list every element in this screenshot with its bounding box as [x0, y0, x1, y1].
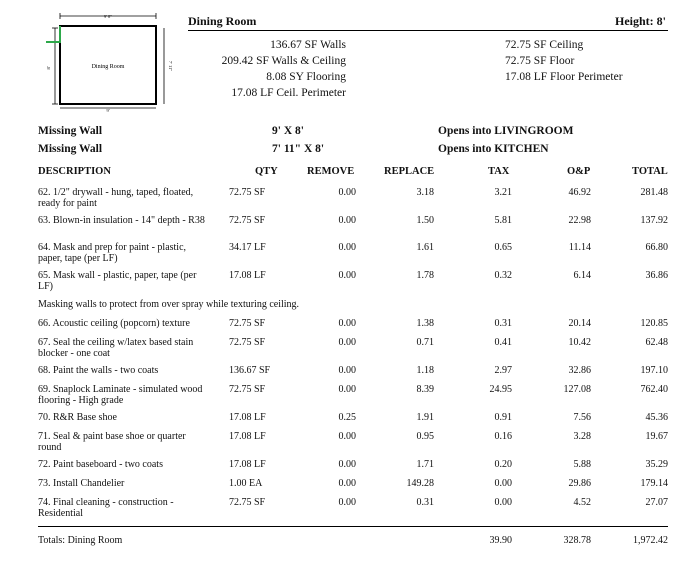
item-op: 32.86 [568, 365, 591, 376]
item-remove: 0.00 [338, 497, 356, 508]
item-replace: 0.31 [416, 497, 434, 508]
totals-rule [38, 526, 668, 527]
item-op: 46.92 [568, 187, 591, 198]
item-total: 19.67 [645, 431, 668, 442]
item-qty: 72.75 SF [229, 384, 266, 395]
item-description: 68. Paint the walls - two coats [38, 365, 159, 376]
item-qty: 72.75 SF [229, 318, 266, 329]
item-op: 127.08 [563, 384, 591, 395]
item-total: 45.36 [645, 412, 668, 423]
item-op: 29.86 [568, 478, 591, 489]
item-op: 7.56 [573, 412, 591, 423]
item-replace: 3.18 [416, 187, 434, 198]
item-remove: 0.00 [338, 215, 356, 226]
item-total: 281.48 [640, 187, 668, 198]
header-op: O&P [567, 166, 591, 177]
item-total: 66.80 [645, 242, 668, 253]
item-qty: 72.75 SF [229, 497, 266, 508]
item-description: 63. Blown-in insulation - 14" depth - R38 [38, 215, 205, 226]
item-description: 72. Paint baseboard - two coats [38, 459, 163, 470]
item-replace: 1.50 [416, 215, 434, 226]
item-qty: 17.08 LF [229, 431, 266, 442]
room-title: Dining Room [188, 14, 257, 28]
totals-label: Totals: Dining Room [38, 535, 123, 546]
item-remove: 0.00 [338, 478, 356, 489]
item-replace: 1.61 [416, 242, 434, 253]
item-qty: 72.75 SF [229, 337, 266, 348]
item-tax: 0.32 [494, 270, 512, 281]
item-tax: 24.95 [489, 384, 512, 395]
floor-plan-sketch [38, 8, 180, 114]
stat-ceil-perimeter: 17.08 LF Ceil. Perimeter [231, 87, 346, 99]
item-tax: 0.00 [494, 478, 512, 489]
floor-plan-side-dim: 7' 11" [168, 60, 173, 72]
item-description: 64. Mask and prep for paint - plastic, paper, tape (per LF) [38, 242, 187, 264]
item-description: 65. Mask wall - plastic, paper, tape (per LF) [38, 270, 197, 292]
item-remove: 0.00 [338, 270, 356, 281]
item-op: 3.28 [573, 431, 591, 442]
item-replace: 0.71 [416, 337, 434, 348]
item-remove: 0.00 [338, 187, 356, 198]
item-total: 35.29 [645, 459, 668, 470]
item-remove: 0.00 [338, 459, 356, 470]
totals-total: 1,972.42 [633, 535, 668, 546]
item-qty: 1.00 EA [229, 478, 263, 489]
item-remove: 0.00 [338, 365, 356, 376]
item-tax: 0.41 [494, 337, 512, 348]
stat-floor: 72.75 SF Floor [505, 55, 575, 67]
item-qty: 17.08 LF [229, 459, 266, 470]
item-description: 71. Seal & paint base shoe or quarter round [38, 431, 186, 453]
item-remove: 0.25 [338, 412, 356, 423]
floor-plan-top-dim: 9' 8" [103, 14, 113, 19]
item-description: 69. Snaplock Laminate - simulated wood flooring - High grade [38, 384, 203, 406]
item-remove: 0.00 [338, 318, 356, 329]
item-replace: 149.28 [406, 478, 434, 489]
item-qty: 17.08 LF [229, 412, 266, 423]
item-replace: 1.18 [416, 365, 434, 376]
item-description: 70. R&R Base shoe [38, 412, 117, 423]
item-remove: 0.00 [338, 431, 356, 442]
item-op: 10.42 [568, 337, 591, 348]
floor-plan-bottom-dim: 9' [106, 108, 110, 113]
item-total: 36.86 [645, 270, 668, 281]
item-tax: 5.81 [494, 215, 512, 226]
stat-walls-ceiling: 209.42 SF Walls & Ceiling [221, 55, 346, 67]
item-tax: 2.97 [494, 365, 512, 376]
stat-floor-perimeter: 17.08 LF Floor Perimeter [505, 71, 623, 83]
item-description: 67. Seal the ceiling w/latex based stain blocker - one coat [38, 337, 194, 359]
item-qty: 72.75 SF [229, 215, 266, 226]
missing-wall-opens: Opens into LIVINGROOM [438, 125, 574, 137]
item-description: 73. Install Chandelier [38, 478, 125, 489]
totals-op: 328.78 [563, 535, 591, 546]
item-tax: 0.20 [494, 459, 512, 470]
item-description: 74. Final cleaning - construction - Residential [38, 497, 174, 519]
item-total: 762.40 [640, 384, 668, 395]
item-replace: 1.91 [416, 412, 434, 423]
item-replace: 1.71 [416, 459, 434, 470]
item-replace: 8.39 [416, 384, 434, 395]
header-qty: QTY [255, 166, 278, 177]
item-replace: 1.78 [416, 270, 434, 281]
missing-wall-opens: Opens into KITCHEN [438, 143, 549, 155]
item-op: 22.98 [568, 215, 591, 226]
item-total: 137.92 [640, 215, 668, 226]
item-replace: 0.95 [416, 431, 434, 442]
stat-walls: 136.67 SF Walls [270, 39, 346, 51]
masking-note: Masking walls to protect from over spray while texturing ceiling. [38, 299, 300, 310]
item-qty: 72.75 SF [229, 187, 266, 198]
item-op: 4.52 [573, 497, 591, 508]
item-description: 66. Acoustic ceiling (popcorn) texture [38, 318, 190, 329]
item-qty: 136.67 SF [229, 365, 271, 376]
item-total: 120.85 [640, 318, 668, 329]
floor-plan-room-label: Dining Room [91, 64, 125, 70]
item-tax: 0.31 [494, 318, 512, 329]
item-remove: 0.00 [338, 337, 356, 348]
item-op: 6.14 [573, 270, 591, 281]
missing-wall-size: 9' X 8' [272, 125, 304, 137]
header-remove: REMOVE [307, 166, 355, 177]
item-total: 197.10 [640, 365, 668, 376]
item-op: 5.88 [573, 459, 591, 470]
header-tax: TAX [488, 166, 510, 177]
item-total: 27.07 [645, 497, 668, 508]
item-total: 62.48 [645, 337, 668, 348]
header-rule [188, 30, 668, 31]
missing-wall-label: Missing Wall [38, 125, 103, 137]
item-op: 11.14 [568, 242, 591, 253]
item-total: 179.14 [640, 478, 668, 489]
header-description: DESCRIPTION [38, 166, 111, 177]
floor-plan-left-dim: 8' [46, 66, 51, 70]
item-remove: 0.00 [338, 242, 356, 253]
stat-ceiling: 72.75 SF Ceiling [505, 39, 584, 51]
missing-wall-size: 7' 11" X 8' [272, 143, 325, 155]
item-description: 62. 1/2" drywall - hung, taped, floated, ready for paint [38, 187, 194, 209]
item-tax: 0.65 [494, 242, 512, 253]
item-qty: 34.17 LF [229, 242, 266, 253]
missing-wall-label: Missing Wall [38, 143, 103, 155]
item-op: 20.14 [568, 318, 591, 329]
item-tax: 0.16 [494, 431, 512, 442]
header-replace: REPLACE [384, 166, 435, 177]
stat-flooring: 8.08 SY Flooring [266, 71, 346, 83]
totals-tax: 39.90 [489, 535, 512, 546]
item-replace: 1.38 [416, 318, 434, 329]
header-total: TOTAL [632, 166, 668, 177]
item-tax: 3.21 [494, 187, 512, 198]
item-qty: 17.08 LF [229, 270, 266, 281]
item-tax: 0.00 [494, 497, 512, 508]
item-tax: 0.91 [494, 412, 512, 423]
room-height: Height: 8' [615, 14, 666, 28]
item-remove: 0.00 [338, 384, 356, 395]
